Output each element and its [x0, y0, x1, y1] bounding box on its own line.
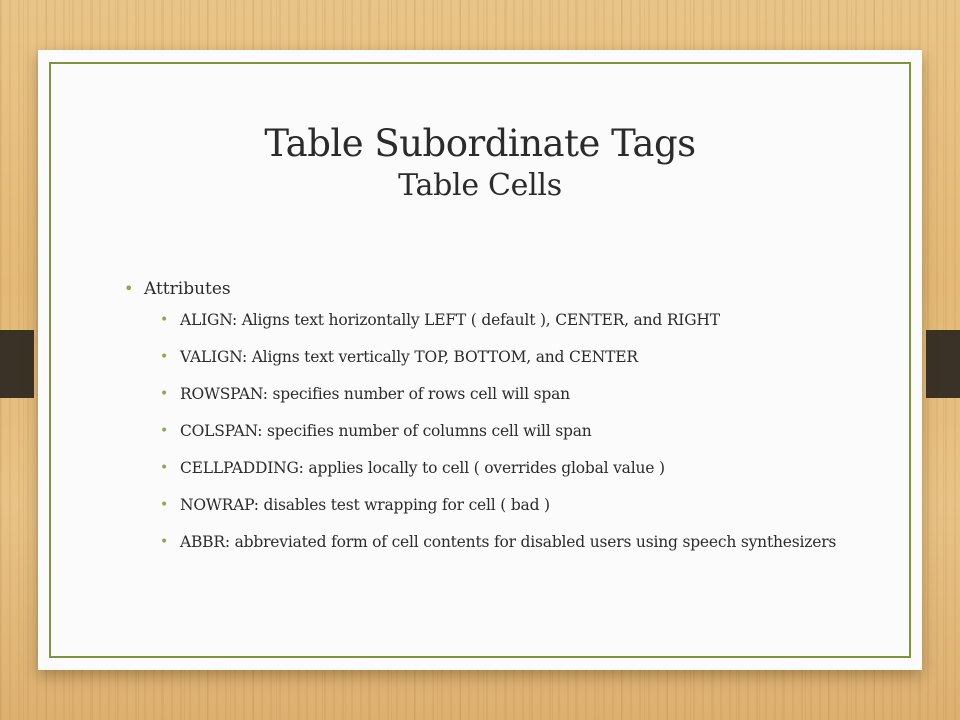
slide-content — [124, 276, 844, 569]
bullet-icon: • — [160, 534, 169, 550]
bullet-icon: • — [160, 349, 169, 365]
sub-bullet-text: ABBR: abbreviated form of cell contents for disabled users using speech synthesizers — [180, 533, 837, 551]
sub-bullet-abbr — [160, 532, 844, 553]
slide-subtitle: Table Cells — [398, 168, 562, 203]
bullet-text: Attributes — [144, 279, 231, 299]
bullet-icon: • — [124, 279, 134, 298]
sub-bullet-text: CELLPADDING: applies locally to cell ( overrides global value ) — [180, 459, 665, 477]
bullet-icon: • — [160, 460, 169, 476]
sub-bullet-text: NOWRAP: disables test wrapping for cell ( bad ) — [180, 496, 550, 514]
sub-bullet-rowspan — [160, 384, 844, 405]
sub-bullet-text: ALIGN: Aligns text horizontally LEFT ( default ), CENTER, and RIGHT — [180, 311, 720, 329]
left-edge-tab — [0, 330, 34, 398]
bullet-icon: • — [160, 497, 169, 513]
bullet-icon: • — [160, 423, 169, 439]
sub-bullet-text: COLSPAN: specifies number of columns cell will span — [180, 422, 592, 440]
bullet-attributes — [124, 276, 844, 302]
sub-bullet-align — [160, 310, 844, 331]
sub-bullet-cellpadding — [160, 458, 844, 479]
title-block — [38, 122, 922, 206]
sub-bullet-text: ROWSPAN: specifies number of rows cell will span — [180, 385, 570, 403]
sub-bullet-valign — [160, 347, 844, 368]
bullet-icon: • — [160, 386, 169, 402]
sub-bullet-text: VALIGN: Aligns text vertically TOP, BOTTOM, and CENTER — [180, 348, 638, 366]
sub-bullet-nowrap — [160, 495, 844, 516]
slide-card — [38, 50, 922, 670]
right-edge-tab — [926, 330, 960, 398]
bullet-icon: • — [160, 312, 169, 328]
slide-title: Table Subordinate Tags — [264, 122, 696, 165]
sub-bullet-colspan — [160, 421, 844, 442]
